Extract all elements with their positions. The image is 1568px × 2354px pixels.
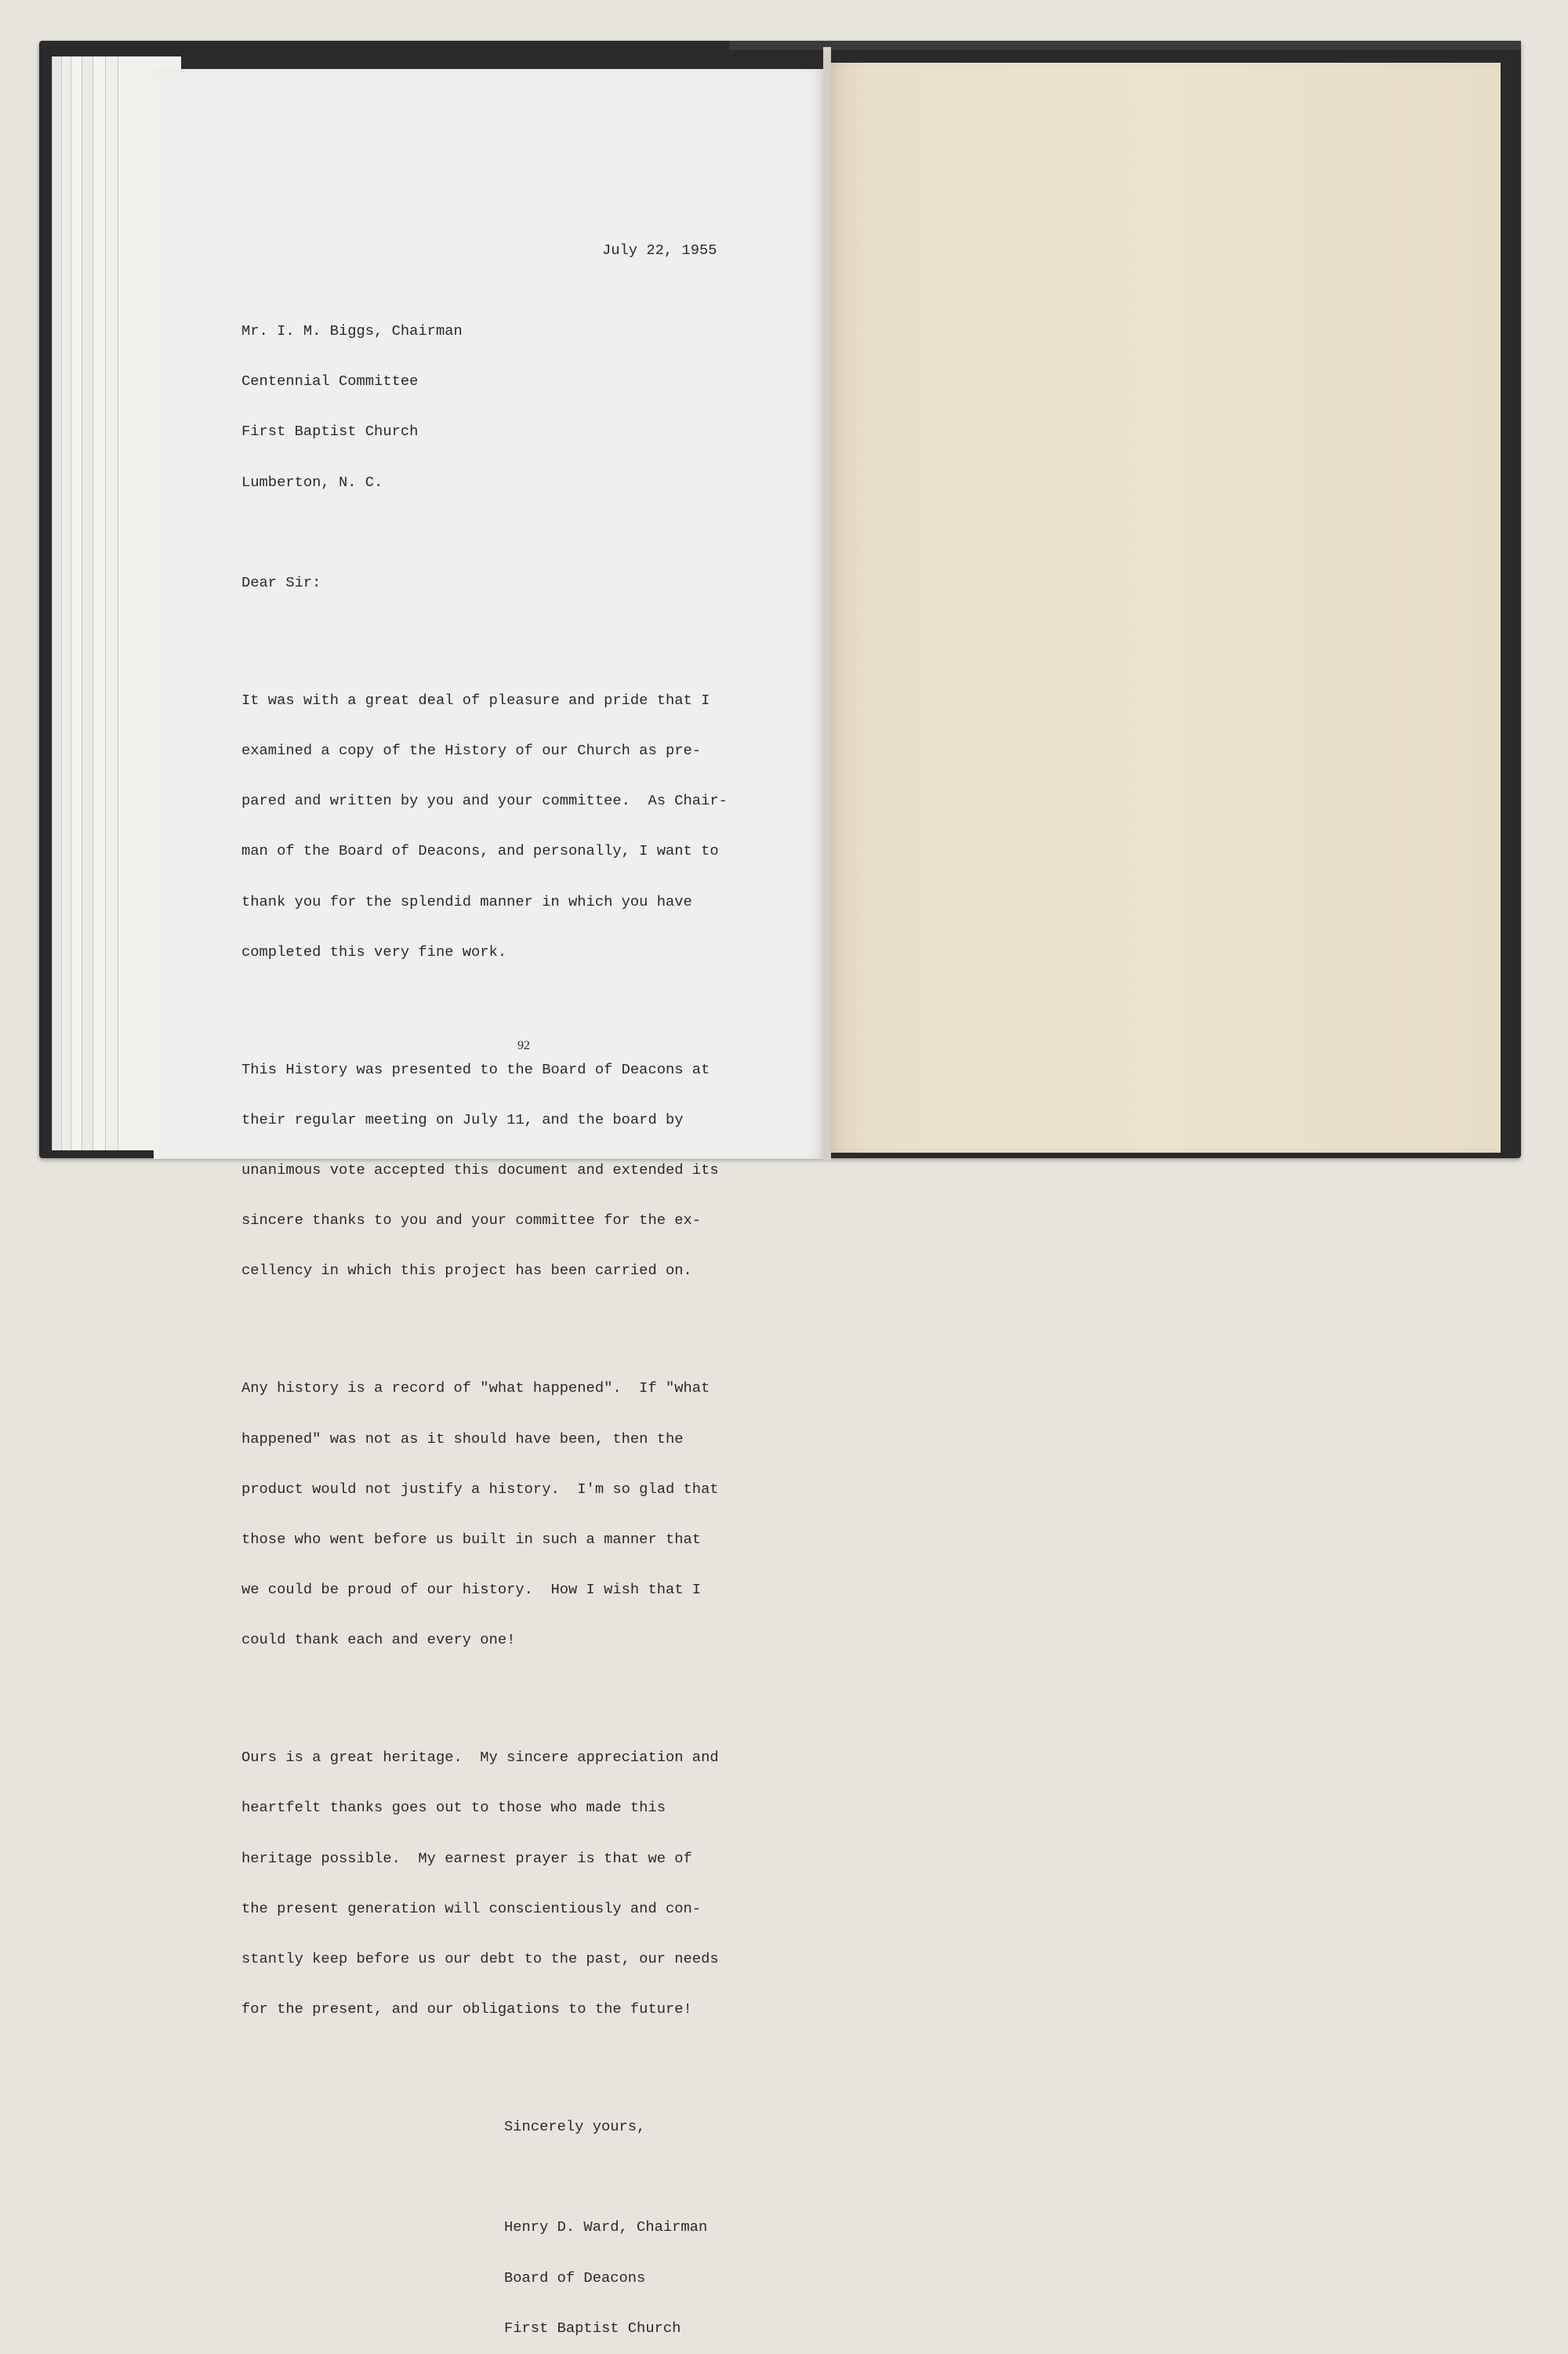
book-gutter (823, 47, 831, 1161)
right-page-blank (826, 63, 1501, 1153)
recipient-line: Mr. I. M. Biggs, Chairman (241, 322, 463, 340)
page-number: 92 (517, 1039, 530, 1052)
recipient-line: First Baptist Church (241, 423, 419, 441)
paragraph-4-line: stantly keep before us our debt to the past, our needs (241, 1949, 719, 1967)
paragraph-2-line: cellency in which this project has been carried on. (241, 1262, 692, 1280)
paragraph-1-line: man of the Board of Deacons, and personally, I want to (241, 842, 719, 860)
signature-line: First Baptist Church (504, 2319, 681, 2337)
book-spine-top (729, 41, 1521, 50)
paragraph-3-line: product would not justify a history. I'm so glad that (241, 1480, 719, 1498)
closing: Sincerely yours, (504, 2117, 646, 2135)
letter-date: July 22, 1955 (602, 242, 717, 259)
paragraph-2-line: unanimous vote accepted this document and extended its (241, 1161, 719, 1179)
paragraph-4-line: for the present, and our obligations to the future! (241, 2000, 692, 2018)
signature-line: Board of Deacons (504, 2269, 646, 2287)
paragraph-3-line: happened" was not as it should have been, then the (241, 1429, 684, 1448)
paragraph-1-line: pared and written by you and your committee. As Chair- (241, 792, 728, 810)
paragraph-2-line: their regular meeting on July 11, and the board by (241, 1110, 684, 1128)
salutation: Dear Sir: (241, 574, 321, 592)
recipient-line: Centennial Committee (241, 372, 419, 391)
letter-body (241, 239, 806, 2354)
recipient-line: Lumberton, N. C. (241, 473, 383, 491)
paragraph-4-line: heritage possible. My earnest prayer is that we of (241, 1849, 692, 1867)
paragraph-3-line: could thank each and every one! (241, 1631, 516, 1649)
paragraph-2-line: This History was presented to the Board of Deacons at (241, 1060, 710, 1078)
paragraph-4-line: heartfelt thanks goes out to those who made this (241, 1799, 666, 1817)
paragraph-3-line: Any history is a record of "what happened". If "what (241, 1379, 710, 1397)
paragraph-4-line: Ours is a great heritage. My sincere appreciation and (241, 1749, 719, 1767)
signature-line: Henry D. Ward, Chairman (504, 2218, 708, 2236)
paragraph-3-line: those who went before us built in such a manner that (241, 1530, 702, 1548)
paragraph-1-line: completed this very fine work. (241, 943, 507, 961)
paragraph-4-line: the present generation will conscientiously and con- (241, 1899, 702, 1917)
paragraph-1-line: thank you for the splendid manner in which you have (241, 892, 692, 910)
paragraph-3-line: we could be proud of our history. How I wish that I (241, 1581, 702, 1599)
paragraph-2-line: sincere thanks to you and your committee for the ex- (241, 1212, 702, 1230)
paragraph-1-line: examined a copy of the History of our Church as pre- (241, 742, 702, 760)
paragraph-1-line: It was with a great deal of pleasure and pride that I (241, 691, 710, 709)
